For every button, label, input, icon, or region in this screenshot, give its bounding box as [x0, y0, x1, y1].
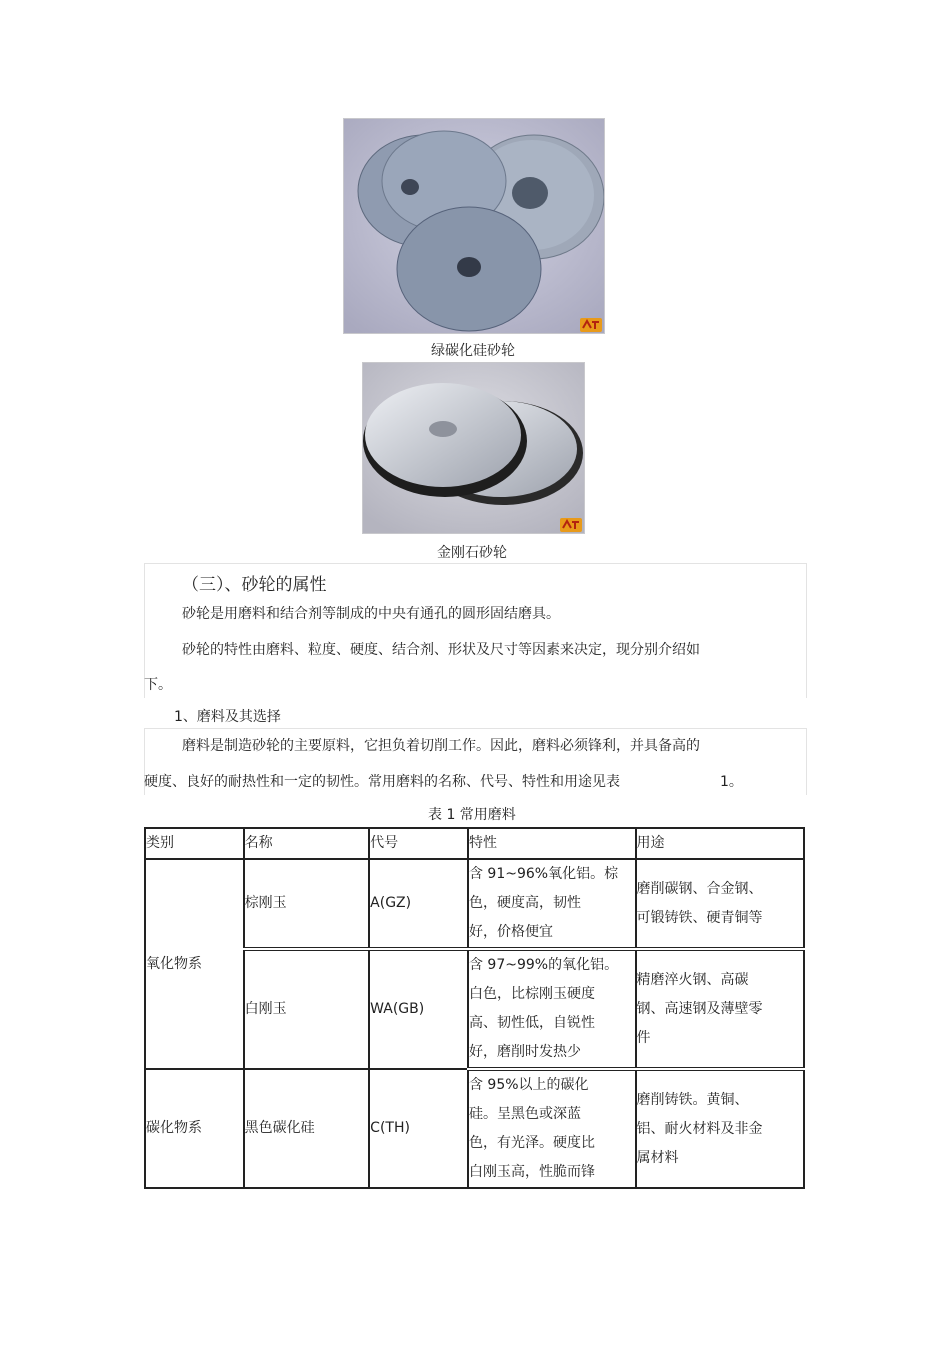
property-line: 含 95%以上的碳化: [468, 1077, 589, 1093]
category-oxide: 氧化物系: [146, 955, 202, 972]
subsection-paragraph-line-2: 硬度、良好的耐热性和一定的韧性。常用磨料的名称、代号、特性和用途见表: [144, 774, 620, 790]
usage-line: 磨削碳钢、合金钢、: [636, 880, 763, 897]
abrasive-name: 白刚玉: [244, 1001, 287, 1017]
property-cell: [468, 949, 636, 1069]
usage-line: 精磨淬火钢、高碳: [636, 971, 749, 988]
usage-cell: [636, 859, 804, 949]
abrasive-code: A(GZ): [370, 895, 412, 911]
usage-cell: [636, 949, 804, 1069]
header-category: 类别: [145, 828, 244, 859]
diamond-wheel-photo: [362, 362, 585, 534]
abrasive-name: 棕刚玉: [244, 895, 287, 911]
property-cell: [468, 859, 636, 949]
name-cell: [244, 949, 370, 1069]
code-cell: [369, 859, 468, 949]
usage-line: 可锻铸铁、硬青铜等: [636, 909, 763, 926]
section-title: （三）、砂轮的属性: [182, 575, 327, 595]
property-line: 色，有光泽。硬度比: [468, 1135, 595, 1151]
diamond-wheel-illustration: [363, 363, 584, 533]
property-line: 白色，比棕刚玉硬度: [468, 986, 595, 1002]
table-caption: 表 1 常用磨料: [428, 807, 516, 823]
watermark-logo-icon: [560, 517, 582, 531]
code-cell: [369, 949, 468, 1069]
section-paragraph-2-line-2: 下。: [144, 677, 172, 693]
header-code: 代号: [369, 828, 468, 859]
property-line: 含 91~96%氧化铝。棕: [468, 866, 619, 882]
table-reference: 1。: [720, 774, 743, 790]
property-line: 色，硬度高，韧性: [468, 895, 581, 911]
subsection-title: 1、磨料及其选择: [174, 709, 281, 725]
section-paragraph-2-line-1: 砂轮的特性由磨料、粒度、硬度、结合剂、形状及尺寸等因素来决定，现分别介绍如: [182, 642, 700, 658]
property-line: 硅。呈黑色或深蓝: [468, 1106, 581, 1122]
subsection-paragraph-line-1: 磨料是制造砂轮的主要原料，它担负着切削工作。因此，磨料必须锋利，并具备高的: [182, 738, 700, 754]
property-line: 白刚玉高，性脆而锋: [468, 1164, 595, 1180]
name-cell: [244, 859, 370, 949]
category-cell: [145, 1069, 244, 1188]
property-line: 高、韧性低，自锐性: [468, 1015, 595, 1031]
property-line: 好，磨削时发热少: [468, 1044, 581, 1060]
abrasives-table: [144, 827, 805, 1189]
abrasive-code: C(TH): [370, 1120, 410, 1136]
green-sic-wheel-photo: [343, 118, 605, 334]
watermark-logo-icon: [580, 317, 602, 331]
table-row: [145, 1069, 804, 1188]
header-name: 名称: [244, 828, 370, 859]
figure-caption-green-sic: 绿碳化硅砂轮: [431, 343, 515, 359]
abrasive-code: WA(GB): [370, 1001, 425, 1017]
usage-line: 件: [636, 1029, 651, 1046]
property-line: 好，价格便宜: [468, 924, 553, 940]
usage-cell: [636, 1069, 804, 1188]
table-header-row: [145, 828, 804, 859]
usage-line: 属材料: [636, 1149, 679, 1166]
abrasive-name: 黑色碳化硅: [244, 1120, 315, 1136]
usage-line: 钢、高速钢及薄壁零: [636, 1000, 763, 1017]
usage-line: 铝、耐火材料及非金: [636, 1120, 763, 1137]
table-row: [145, 949, 804, 1069]
property-cell: [468, 1069, 636, 1188]
category-carbide: 碳化物系: [146, 1120, 202, 1136]
header-property: 特性: [468, 828, 636, 859]
figure-caption-diamond: 金刚石砂轮: [437, 545, 507, 561]
header-usage: 用途: [636, 828, 804, 859]
property-line: 含 97~99%的氧化铝。: [468, 957, 619, 973]
code-cell: [369, 1069, 468, 1188]
name-cell: [244, 1069, 370, 1188]
green-sic-wheel-illustration: [344, 119, 604, 333]
section-paragraph-1: 砂轮是用磨料和结合剂等制成的中央有通孔的圆形固结磨具。: [182, 606, 560, 622]
table-row: [145, 859, 804, 949]
usage-line: 磨削铸铁。黄铜、: [636, 1091, 749, 1108]
category-cell: [145, 859, 244, 1069]
